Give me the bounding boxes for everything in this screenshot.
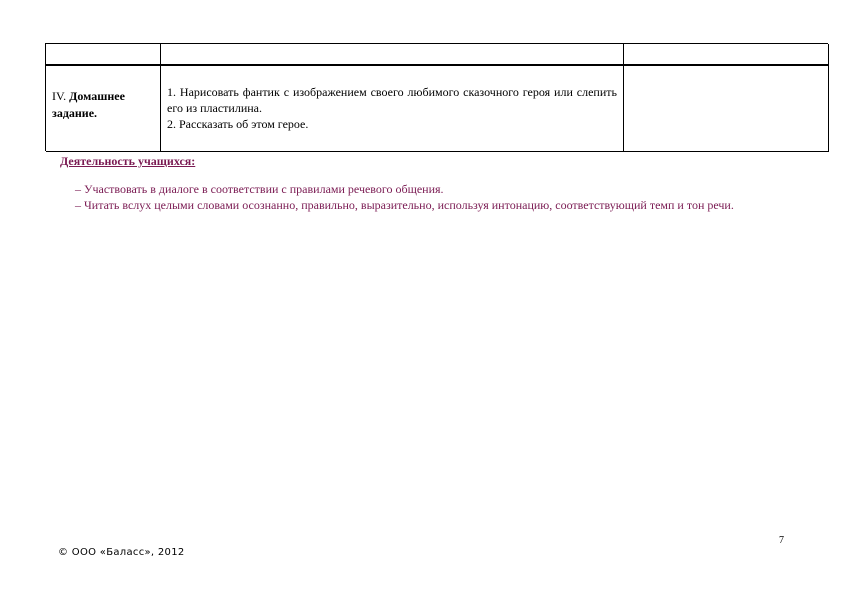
page-number: 7 [779,535,784,546]
header-cell-content [161,44,624,65]
lesson-table [45,43,828,151]
pupils-activity-list [75,181,785,213]
section-label [52,88,152,122]
pupils-activity-item: – Участвовать в диалоге в соответствии с правилами речевого общения. [75,182,444,196]
section-notes-cell [624,64,829,152]
header-cell-notes [624,44,829,65]
pupils-activity-heading [60,153,195,169]
section-tasks-cell [161,64,624,152]
task-item: 1. Нарисовать фантик с изображением своего любимого сказочного героя или слепить его из пластилина. [167,85,617,115]
header-cell-stage [46,44,161,65]
section-title: Домашнее задание. [52,89,125,120]
pupils-activity-title: Деятельность учащихся: [60,154,196,168]
task-list [167,84,617,132]
pupils-activity-item: – Читать вслух целыми словами осознанно, правильно, выразительно, используя интонацию, соответствующий темп и тон речи. [75,198,734,212]
copyright-notice: © ООО «Баласс», 2012 [58,547,185,558]
section-label-cell [46,64,161,152]
task-item: 2. Рассказать об этом герое. [167,117,309,131]
section-number: IV. [52,89,67,103]
